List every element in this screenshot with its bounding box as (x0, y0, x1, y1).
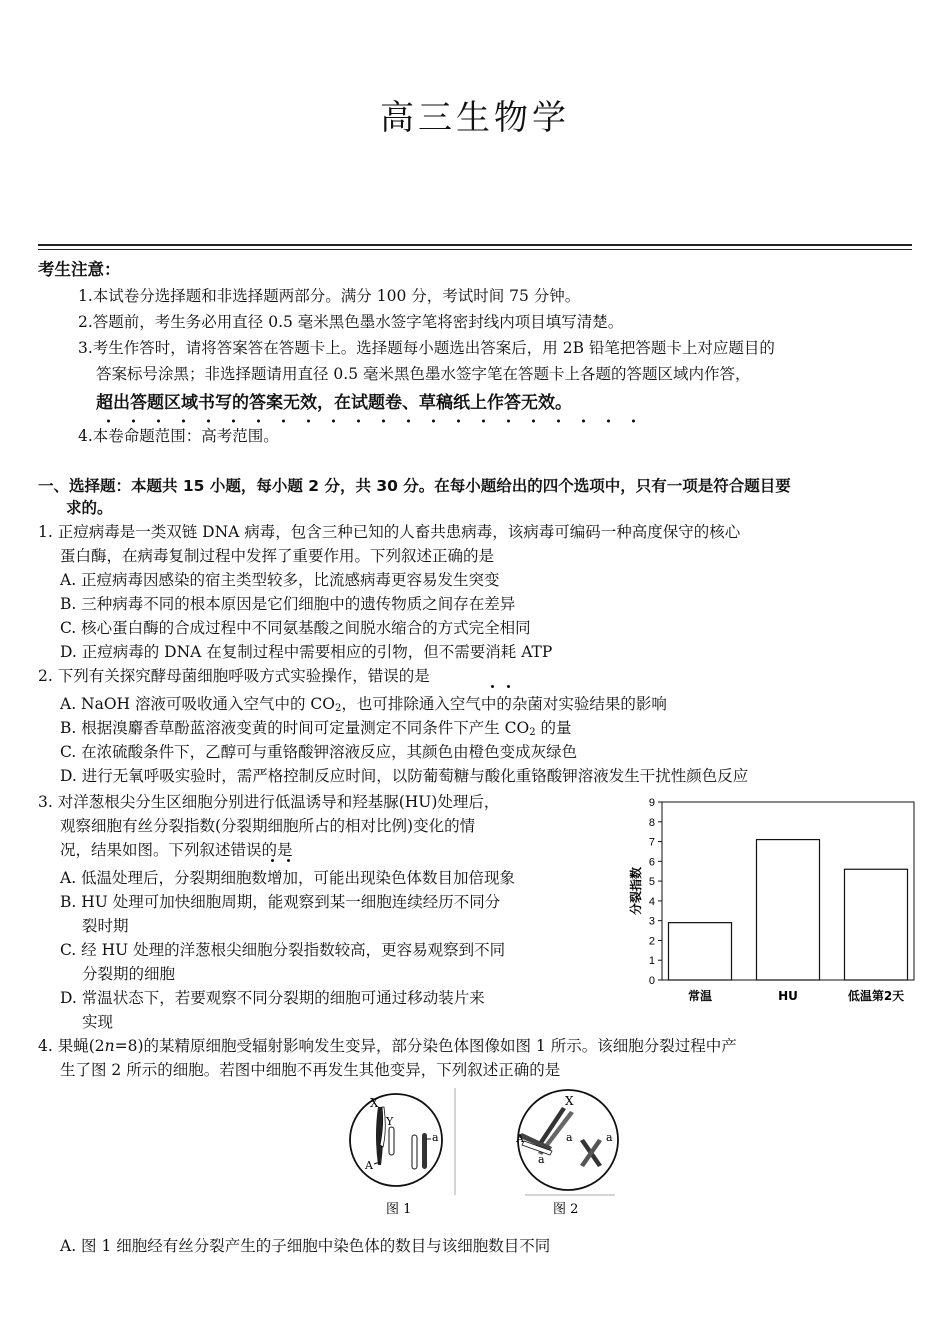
fig1-chromosome-y (389, 1127, 394, 1155)
emphasis-dot (271, 859, 274, 862)
q3-stem-cont-2: 况，结果如图。下列叙述错误的是 (60, 841, 293, 859)
q3-option-a: A. 低温处理后，分裂期细胞数增加，可能出现染色体数目加倍现象 (60, 869, 516, 887)
fig1-label-y: Y (386, 1115, 394, 1128)
fig2-label-a: a (538, 1153, 545, 1166)
fig1-chromosome (412, 1135, 417, 1169)
bar (669, 923, 732, 980)
fig1-label-a: a (432, 1131, 439, 1144)
y-tick-label: 7 (648, 836, 655, 849)
q3-option-b: B. HU 处理可加快细胞周期，能观察到某一细胞连续经历不同分 (60, 893, 501, 911)
y-axis-label: 分裂指数 (629, 866, 643, 916)
q3-option-c-cont: 分裂期的细胞 (82, 965, 176, 983)
notice-item-3-emphasis: 超出答题区域书写的答案无效，在试题卷、草稿纸上作答无效。 (96, 393, 572, 413)
q3-option-b-cont: 裂时期 (82, 917, 129, 935)
emphasis-dot (491, 685, 494, 688)
fig1-label: 图 1 (386, 1202, 412, 1217)
notice-item-4: 4.本卷命题范围：高考范围。 (78, 427, 279, 445)
emphasis-dot (287, 859, 290, 862)
fig2-label-x: X (565, 1094, 574, 1108)
bar (757, 840, 820, 980)
q2-option-c: C. 在浓硫酸条件下，乙醇可与重铬酸钾溶液反应，其颜色由橙色变成灰绿色 (60, 743, 578, 761)
q3-stem: 3. 对洋葱根尖分生区细胞分别进行低温诱导和羟基脲(HU)处理后， (38, 793, 500, 811)
x-tick-label: 常温 (687, 989, 713, 1003)
q2-option-b (60, 716, 572, 738)
header-rule-thin (38, 249, 912, 250)
q3-option-d: D. 常温状态下，若要观察不同分裂期的细胞可通过移动装片来 (60, 989, 485, 1007)
section-heading: 一、选择题：本题共 15 小题，每小题 2 分，共 30 分。在每小题给出的四个选项中，只有一项是符合题目要 (38, 477, 791, 495)
y-tick-label: 9 (648, 797, 655, 809)
fig1-label-A: A (365, 1159, 373, 1172)
bar (845, 869, 908, 980)
page-title: 高三生物学 (380, 98, 570, 138)
section-heading-cont: 求的。 (66, 499, 113, 517)
fig1-label-x: X (370, 1096, 379, 1110)
subscript: 2 (529, 727, 536, 738)
q1-option-b: B. 三种病毒不同的根本原因是它们细胞中的遗传物质之间存在差异 (60, 595, 516, 613)
fig2-label-a-2: a (566, 1131, 573, 1144)
notice-item-3: 3.考生作答时，请将答案答在答题卡上。选择题每小题选出答案后，用 2B 铅笔把答题卡上对应题目的 (78, 339, 775, 357)
chromosome-figures (340, 1085, 630, 1220)
header-rule (38, 244, 912, 246)
notice-item-1: 1.本试卷分选择题和非选择题两部分。满分 100 分，考试时间 75 分钟。 (78, 287, 581, 305)
q1-option-d: D. 正痘病毒的 DNA 在复制过程中需要相应的引物，但不需要消耗 ATP (60, 643, 553, 661)
q2-option-a (60, 692, 667, 714)
y-tick-label: 0 (648, 975, 655, 987)
q1-option-a: A. 正痘病毒因感染的宿主类型较多，比流感病毒更容易发生突变 (60, 571, 500, 589)
q3-option-d-cont: 实现 (82, 1013, 114, 1031)
y-tick-label: 5 (648, 876, 655, 889)
q2-option-a-text: A. NaOH 溶液可吸收通入空气中的 CO (60, 695, 335, 713)
q2-option-b-text: B. 根据溴麝香草酚蓝溶液变黄的时间可定量测定不同条件下产生 CO (60, 719, 530, 737)
q1-option-c: C. 核心蛋白酶的合成过程中不同氨基酸之间脱水缩合的方式完全相同 (60, 619, 531, 637)
y-tick-label: 3 (648, 915, 655, 928)
fig1-cell (350, 1094, 442, 1186)
q4-stem-text: 4. 果蝇(2 (38, 1037, 105, 1055)
notice-item-2: 2.答题前，考生务必用直径 0.5 毫米黑色墨水签字笔将密封线内项目填写清楚。 (78, 313, 624, 331)
q3-stem-cont: 观察细胞有丝分裂指数(分裂期细胞所占的相对比例)变化的情 (60, 817, 476, 835)
emphasis-dot (507, 685, 510, 688)
q4-stem-text-2: =8)的某精原细胞受辐射影响发生变异，部分染色体图像如图 1 所示。该细胞分裂过程中产 (114, 1037, 737, 1055)
q4-option-a: A. 图 1 细胞经有丝分裂产生的子细胞中染色体的数目与该细胞数目不同 (60, 1237, 551, 1255)
q4-stem-var: n (104, 1037, 115, 1055)
q2-option-a-text-2: ，也可排除通入空气中的杂菌对实验结果的影响 (341, 695, 667, 713)
q2-option-d: D. 进行无氧呼吸实验时，需严格控制反应时间，以防葡萄糖与酸化重铬酸钾溶液发生干扰性颜色反应 (60, 767, 749, 785)
y-tick-label: 8 (648, 816, 655, 829)
subscript: 2 (335, 703, 342, 714)
x-tick-label: 低温第2天 (847, 989, 905, 1003)
fig2-label: 图 2 (553, 1202, 579, 1217)
y-tick-label: 2 (648, 935, 655, 948)
fig1-chromosome-dark (422, 1133, 427, 1169)
fig2-label-a-3: a (606, 1131, 613, 1144)
q4-stem-cont: 生了图 2 所示的细胞。若图中细胞不再发生其他变异，下列叙述正确的是 (60, 1061, 561, 1079)
q1-stem: 1. 正痘病毒是一类双链 DNA 病毒，包含三种已知的人畜共患病毒，该病毒可编码一种高度保守的核心 (38, 523, 741, 541)
x-tick-label: HU (778, 989, 798, 1003)
q2-option-b-text-2: 的量 (535, 719, 572, 737)
q1-stem-cont: 蛋白酶，在病毒复制过程中发挥了重要作用。下列叙述正确的是 (60, 547, 495, 565)
y-tick-label: 4 (648, 895, 655, 908)
y-tick-label: 6 (648, 856, 655, 869)
notice-heading: 考生注意： (38, 260, 121, 279)
q4-stem (38, 1034, 737, 1056)
mitotic-index-bar-chart (628, 796, 916, 1011)
notice-item-3-cont: 答案标号涂黑；非选择题请用直径 0.5 毫米黑色墨水签字笔在答题卡上各题的答题区域内作答， (96, 365, 751, 383)
q2-stem: 2. 下列有关探究酵母菌细胞呼吸方式实验操作，错误的是 (38, 667, 430, 685)
q3-option-c: C. 经 HU 处理的洋葱根尖细胞分裂指数较高，更容易观察到不同 (60, 941, 506, 959)
fig2-label-A: A (516, 1132, 524, 1145)
y-tick-label: 1 (648, 955, 655, 968)
